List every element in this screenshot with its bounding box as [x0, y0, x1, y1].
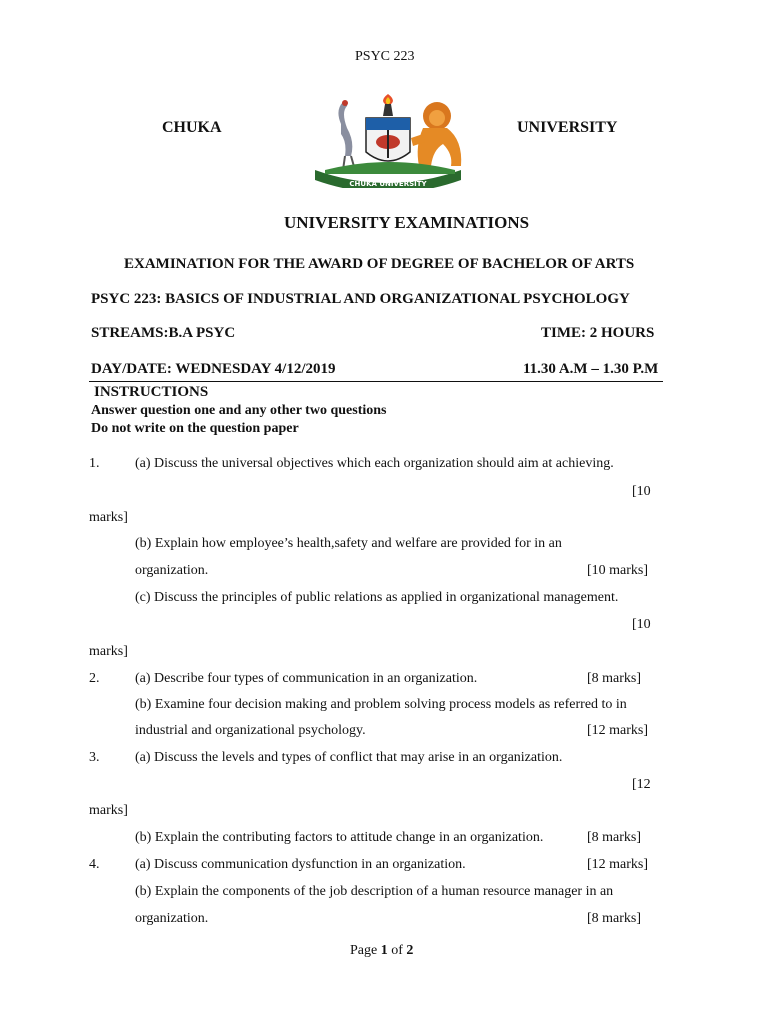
q1-part-a: (a) Discuss the universal objectives which each organization should aim at achieving. — [135, 456, 614, 471]
streams-line: STREAMS:B.A PSYC — [91, 325, 236, 341]
q1-part-c: (c) Discuss the principles of public relations as applied in organizational management. — [135, 590, 619, 605]
q4-part-b-cont: organization. — [135, 911, 209, 926]
logo-motto-text: CHUKA UNIVERSITY — [349, 180, 427, 188]
q1-part-b: (b) Explain how employee’s health,safety and welfare are provided for in an — [135, 536, 562, 551]
page-header: PSYC 223 — [355, 49, 415, 64]
document-title: UNIVERSITY EXAMINATIONS — [284, 213, 530, 232]
question-number: 1. — [89, 456, 100, 471]
footer-total-pages: 2 — [406, 943, 414, 958]
page-footer — [350, 943, 413, 959]
masthead-left: CHUKA — [162, 119, 222, 136]
q3-a-marks-cont: marks] — [89, 803, 128, 818]
footer-current-page: 1 — [380, 943, 388, 958]
time-line: TIME: 2 HOURS — [541, 325, 655, 341]
instruction-line-1: Answer question one and any other two questions — [91, 403, 387, 418]
divider-rule — [89, 381, 663, 382]
footer-page-word: Page — [350, 943, 378, 958]
date-line: DAY/DATE: WEDNESDAY 4/12/2019 — [91, 361, 336, 377]
hours-line: 11.30 A.M – 1.30 P.M — [523, 361, 659, 377]
q2-b-marks: [12 marks] — [587, 723, 649, 738]
q3-b-marks: [8 marks] — [587, 830, 642, 845]
q1-part-b-cont: organization. — [135, 563, 209, 578]
award-line: EXAMINATION FOR THE AWARD OF DEGREE OF BACHELOR OF ARTS — [124, 256, 635, 272]
q2-part-a: (a) Describe four types of communication in an organization. — [135, 671, 478, 686]
q3-part-b: (b) Explain the contributing factors to attitude change in an organization. — [135, 830, 544, 845]
q1-a-marks: [10 — [632, 484, 651, 499]
course-line: PSYC 223: BASICS OF INDUSTRIAL AND ORGANIZATIONAL PSYCHOLOGY — [91, 291, 630, 307]
q1-c-marks-cont: marks] — [89, 644, 128, 659]
q2-part-b: (b) Examine four decision making and problem solving process models as referred to in — [135, 697, 627, 712]
masthead-right: UNIVERSITY — [517, 119, 618, 136]
q4-part-a: (a) Discuss communication dysfunction in an organization. — [135, 857, 466, 872]
q1-c-marks: [10 — [632, 617, 651, 632]
q4-a-marks: [12 marks] — [587, 857, 649, 872]
university-logo — [311, 94, 465, 188]
instructions-heading: INSTRUCTIONS — [94, 384, 209, 400]
q3-a-marks: [12 — [632, 777, 651, 792]
q1-b-marks: [10 marks] — [587, 563, 649, 578]
footer-of-word: of — [391, 943, 403, 958]
question-number: 2. — [89, 671, 100, 686]
instruction-line-2: Do not write on the question paper — [91, 421, 299, 436]
q1-a-marks-cont: marks] — [89, 510, 128, 525]
q4-part-b: (b) Explain the components of the job description of a human resource manager in an — [135, 884, 614, 899]
q4-b-marks: [8 marks] — [587, 911, 642, 926]
q2-part-b-cont: industrial and organizational psychology. — [135, 723, 366, 738]
question-number: 3. — [89, 750, 100, 765]
q2-a-marks: [8 marks] — [587, 671, 642, 686]
question-number: 4. — [89, 857, 100, 872]
q3-part-a: (a) Discuss the levels and types of conflict that may arise in an organization. — [135, 750, 563, 765]
